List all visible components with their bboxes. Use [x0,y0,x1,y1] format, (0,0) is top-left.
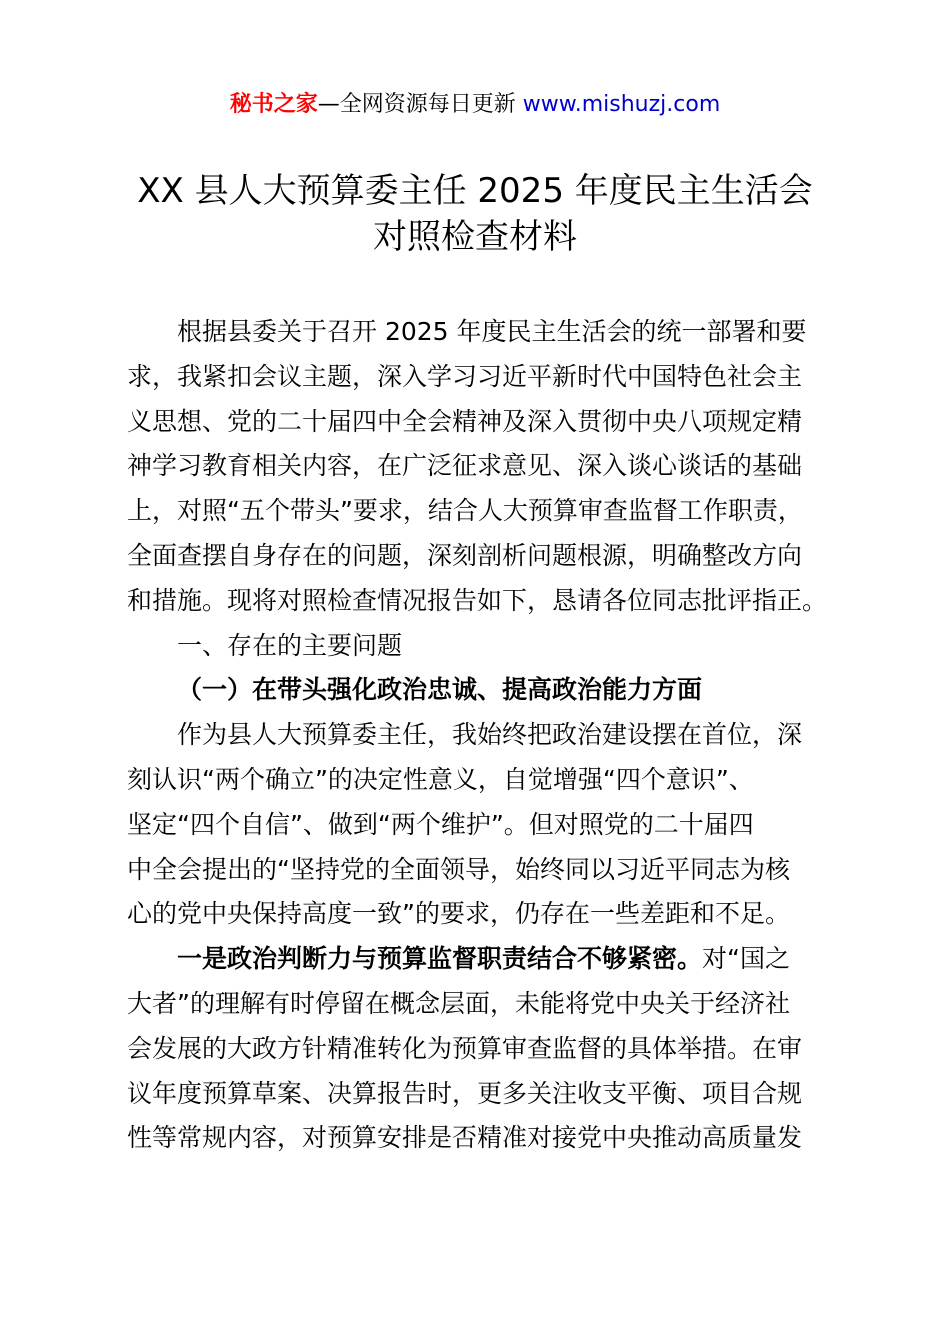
intro-paragraph [127,310,831,624]
section-heading: 一、存在的主要问题 [177,630,403,660]
text-line: 和措施。现将对照检查情况报告如下，恳请各位同志批评指正。 [127,585,828,615]
text-line: 神学习教育相关内容，在广泛征求意见、深入谈心谈话的基础 [127,451,803,481]
body-paragraph [127,713,831,937]
text-line: 中全会提出的“坚持党的全面领导，始终同以习近平同志为核 [127,854,790,884]
text-line: 性等常规内容，对预算安排是否精准对接党中央推动高质量发 [127,1123,803,1153]
subsection-heading: （一）在带头强化政治忠诚、提高政治能力方面 [177,675,703,705]
text-line: 义思想、党的二十届四中全会精神及深入贯彻中央八项规定精 [127,406,803,436]
text-line: 坚定“四个自信”、做到“两个维护”。但对照党的二十届四 [127,809,754,839]
point-lead: 一是政治判断力与预算监督职责结合不够紧密。 [177,944,703,974]
document-body [127,310,831,1161]
site-banner [0,88,950,122]
text-line: 刻认识“两个确立”的决定性意义，自觉增强“四个意识”、 [127,764,754,794]
text-line: 作为县人大预算委主任，我始终把政治建设摆在首位，深 [177,720,803,750]
body-paragraph [127,937,831,1161]
title-line-2: 对照检查材料 [373,217,577,257]
document-title [0,168,950,260]
text-line: 心的党中央保持高度一致”的要求，仍存在一些差距和不足。 [127,899,790,929]
text-line: 会发展的大政方针精准转化为预算审查监督的具体举措。在审 [127,1033,803,1063]
text-line: 大者”的理解有时停留在概念层面，未能将党中央关于经济社 [127,988,790,1018]
banner-tagline: —全网资源每日更新 [317,92,523,117]
text-line: 求，我紧扣会议主题，深入学习习近平新时代中国特色社会主 [127,361,803,391]
text-line: 上，对照“五个带头”要求，结合人大预算审查监督工作职责， [127,496,803,526]
title-line-1: XX 县人大预算委主任 2025 年度民主生活会 [137,171,813,211]
text-line: 全面查摆自身存在的问题，深刻剖析问题根源，明确整改方向 [127,540,803,570]
text-line: 根据县委关于召开 2025 年度民主生活会的统一部署和要 [177,317,807,346]
brand-name: 秘书之家 [229,92,318,117]
text-line: 议年度预算草案、决算报告时，更多关注收支平衡、项目合规 [127,1078,803,1108]
text-line [127,937,831,982]
site-url-link[interactable]: www.mishuzj.com [522,92,721,117]
point-text: 对“国之 [702,944,790,974]
